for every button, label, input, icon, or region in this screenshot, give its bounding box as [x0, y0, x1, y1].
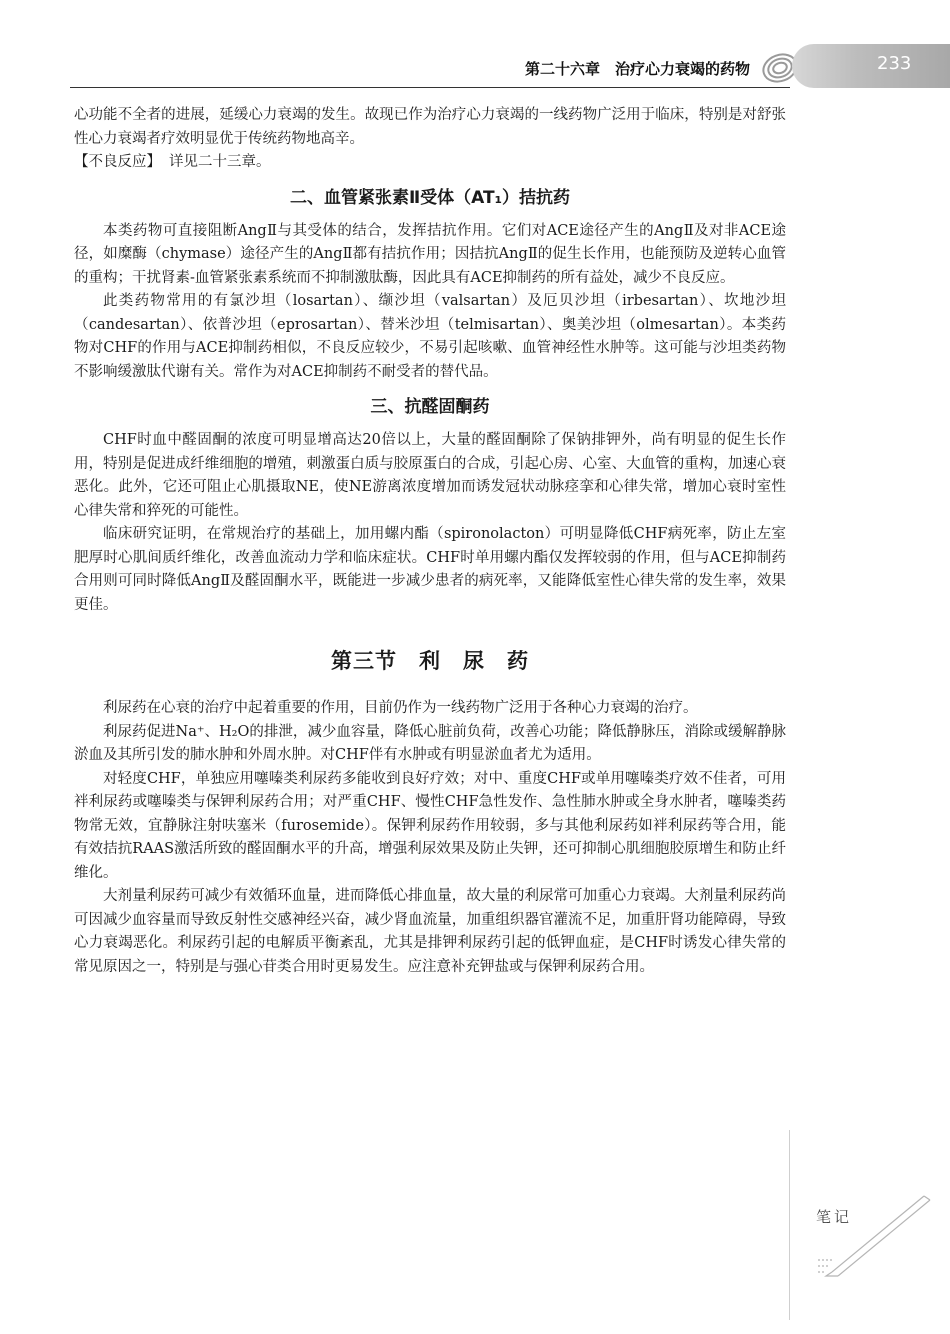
- margin-rule: [789, 1130, 790, 1320]
- page-number: 233: [877, 53, 912, 74]
- section-heading-at1-antagonists: 二、血管紧张素Ⅱ受体（AT₁）拮抗药: [289, 187, 571, 208]
- adverse-reactions-text: 详见二十三章。: [169, 154, 271, 170]
- section-heading-diuretics: 第三节 利 尿 药: [331, 649, 529, 673]
- paragraph-intro: 心功能不全者的进展，延缓心力衰竭的发生。故现已作为治疗心力衰竭的一线药物广泛用于临床，特别是对舒张性心力衰竭者疗效明显优于传统药物地高辛。: [74, 107, 786, 147]
- paragraph-at1-mechanism: 本类药物可直接阻断AngⅡ与其受体的结合，发挥拮抗作用。它们对ACE途径产生的AngⅡ及对非ACE途径，如糜酶（chymase）途径产生的AngⅡ都有拮抗作用；因拮抗AngⅡ的促生长作用，也能预防及逆转心血管的重构；干扰肾素-血管紧张素系统而不抑制激肽酶，因此具有ACE抑制药的所有益处，减少不良反应。: [74, 222, 786, 286]
- paragraph-aldosterone-effects: CHF时血中醛固酮的浓度可明显增高达20倍以上，大量的醛固酮除了保钠排钾外，尚有明显的促生长作用，特别是促进成纤维细胞的增殖，刺激蛋白质与胶原蛋白的合成，引起心房、心室、大血管的重构，加速心衰恶化。此外，它还可阻止心肌摄取NE，使NE游离浓度增加而诱发冠状动脉痉挛和心律失常，增加心衰时室性心律失常和猝死的可能性。: [74, 432, 786, 519]
- paragraph-diuretics-usage: 对轻度CHF，单独应用噻嗪类利尿药多能收到良好疗效；对中、重度CHF或单用噻嗪类疗效不佳者，可用袢利尿药或噻嗪类与保钾利尿药合用；对严重CHF、慢性CHF急性发作、急性肺水肿或全身水肿者，噻嗪类药物常无效，宜静脉注射呋塞米（furosemide）。保钾利尿药作用较弱，多与其他利尿药如袢利尿药等合用，能有效拮抗RAAS激活所致的醛固酮水平的升高，增强利尿效果及防止失钾，还可抑制心肌细胞胶原增生和防止纤维化。: [74, 770, 786, 881]
- page-number-tab: [792, 44, 950, 88]
- paragraph-diuretics-role: 利尿药在心衰的治疗中起着重要的作用，目前仍作为一线药物广泛用于各种心力衰竭的治疗。: [103, 700, 698, 716]
- page-content: [74, 104, 786, 979]
- adverse-reactions-line: [74, 151, 786, 175]
- header-rule: [70, 87, 790, 88]
- paragraph-spironolactone: 临床研究证明，在常规治疗的基础上，加用螺内酯（spironolacton）可明显降低CHF病死率，防止左室肥厚时心肌间质纤维化，改善血流动力学和临床症状。CHF时单用螺内酯仅发挥较弱的作用，但与ACE抑制药合用则可同时降低AngⅡ及醛固酮水平，既能进一步减少患者的病死率，又能降低室性心律失常的发生率，效果更佳。: [74, 526, 786, 613]
- page-header: [0, 44, 950, 90]
- running-chapter-title: 第二十六章 治疗心力衰竭的药物: [524, 60, 750, 78]
- pencil-icon: [812, 1188, 940, 1278]
- paragraph-diuretics-adverse: 大剂量利尿药可减少有效循环血量，进而降低心排血量，故大量的利尿常可加重心力衰竭。大剂量利尿药尚可因减少血容量而导致反射性交感神经兴奋，减少肾血流量，加重组织器官灌流不足，加重肝肾功能障碍，导致心力衰竭恶化。利尿药引起的电解质平衡紊乱，尤其是排钾利尿药引起的低钾血症，是CHF时诱发心律失常的常见原因之一，特别是与强心苷类合用时更易发生。应注意补充钾盐或与保钾利尿药合用。: [74, 888, 786, 975]
- notes-label: 笔记: [816, 1208, 853, 1226]
- adverse-reactions-label: 【不良反应】: [74, 154, 161, 170]
- section-heading-anti-aldosterone: 三、抗醛固酮药: [370, 397, 490, 417]
- paragraph-diuretics-mechanism: 利尿药促进Na⁺、H₂O的排泄，减少血容量，降低心脏前负荷，改善心功能；降低静脉压，消除或缓解静脉淤血及其所引发的肺水肿和外周水肿。对CHF伴有水肿或有明显淤血者尤为适用。: [74, 723, 786, 763]
- paragraph-sartan-drugs: 此类药物常用的有氯沙坦（losartan）、缬沙坦（valsartan）及厄贝沙坦（irbesartan）、坎地沙坦（candesartan）、依普沙坦（eprosartan）、替米沙坦（telmisartan）、奥美沙坦（olmesartan）。本类药物对CHF的作用与ACE抑制药相似，不良反应较少，不易引起咳嗽、血管神经性水肿等。这可能与沙坦类药物不影响缓激肽代谢有关。常作为对ACE抑制药不耐受者的替代品。: [74, 293, 786, 380]
